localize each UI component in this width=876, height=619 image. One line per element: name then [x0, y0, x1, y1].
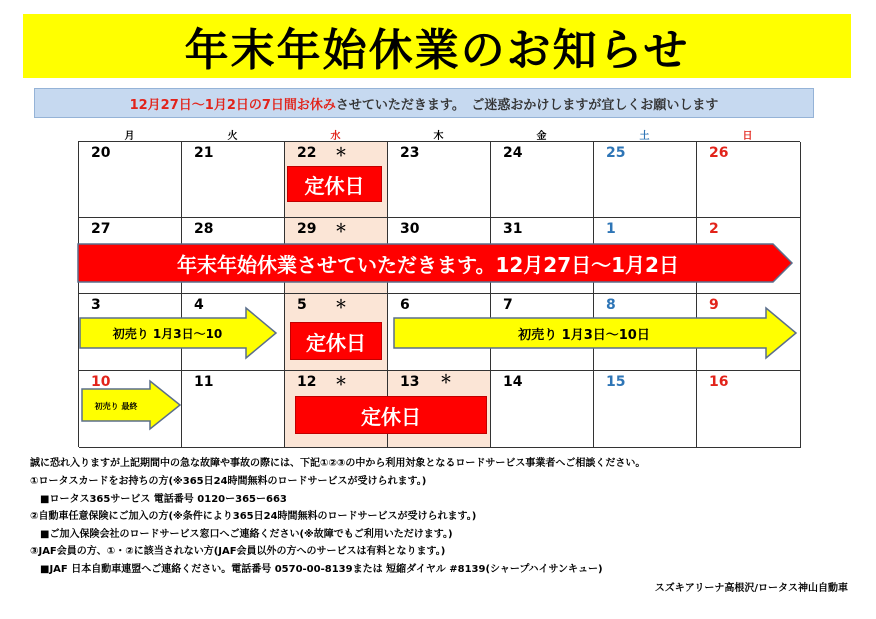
calendar-day-cell — [594, 142, 697, 218]
footer-line: ■JAF 日本自動車連盟へご連絡ください。電話番号 0570-00-8139または 短縮ダイヤル #8139(シャープハイサンキュー) — [40, 564, 603, 575]
day-number: 1 — [606, 221, 616, 237]
day-number: 28 — [194, 221, 214, 237]
day-number: 8 — [606, 297, 616, 313]
day-number: 15 — [606, 374, 626, 390]
closed-day-label: 定休日 — [287, 166, 382, 202]
footer-line: ②自動車任意保険にご加入の方(※条件により365日24時間無料のロードサービスが受けられます。) — [30, 511, 477, 522]
notice-text: させていただきます。 ご迷惑おかけしますが宜しくお願いします — [335, 97, 719, 113]
holiday-banner-text: 年末年始休業させていただきます。12月27日～1月2日 — [177, 252, 679, 277]
day-number: 30 — [400, 221, 420, 237]
day-number: 31 — [503, 221, 523, 237]
closed-day-mark: ＊ — [335, 374, 348, 388]
day-number: 3 — [91, 297, 101, 313]
closed-day-label: 定休日 — [295, 396, 487, 434]
day-number: 16 — [709, 374, 729, 390]
day-number: 21 — [194, 145, 214, 161]
calendar-day-cell — [697, 142, 801, 218]
day-number: 9 — [709, 297, 719, 313]
day-number: 14 — [503, 374, 523, 390]
weekday-wed: 水 — [330, 131, 341, 142]
day-number: 27 — [91, 221, 111, 237]
day-number: 25 — [606, 145, 626, 161]
notice-red-text: 12月27日～1月2日の7日間お休み — [129, 97, 336, 113]
calendar-day-cell — [491, 371, 594, 448]
weekday-mon: 月 — [124, 131, 135, 142]
calendar-day-cell — [697, 371, 801, 448]
calendar-day-cell — [388, 142, 491, 218]
first-sale-text-right: 初売り 1月3日～10日 — [518, 327, 650, 343]
day-number: 6 — [400, 297, 410, 313]
day-number: 7 — [503, 297, 513, 313]
closed-day-mark: ＊ — [440, 372, 453, 386]
calendar-day-cell — [491, 142, 594, 218]
day-number: 13 — [400, 374, 420, 390]
weekday-fri: 金 — [536, 131, 547, 142]
day-number: 2 — [709, 221, 719, 237]
day-number: 10 — [91, 374, 111, 390]
footer-line: ■ご加入保険会社のロードサービス窓口へご連絡ください(※故障でもご利用いただけます。) — [40, 529, 453, 540]
day-number: 29 — [297, 221, 317, 237]
day-number: 20 — [91, 145, 111, 161]
day-number: 22 — [297, 145, 317, 161]
footer-line: 誠に恐れ入りますが上記期間中の急な故障や事故の際には、下記①②③の中から利用対象となるロードサービス事業者へご相談ください。 — [30, 458, 646, 469]
weekday-thu: 木 — [433, 131, 444, 142]
footer-line: ③JAF会員の方、①・②に該当されない方(JAF会員以外の方へのサービスは有料となります。) — [30, 546, 446, 557]
day-number: 26 — [709, 145, 729, 161]
weekday-sun: 日 — [742, 131, 753, 142]
day-number: 24 — [503, 145, 523, 161]
calendar-day-cell — [594, 371, 697, 448]
notice-banner — [34, 88, 814, 118]
calendar-day-cell — [79, 142, 182, 218]
first-sale-text-left: 初売り 1月3日～10 — [112, 326, 223, 341]
page-title: 年末年始休業のお知らせ — [23, 14, 851, 78]
day-number: 23 — [400, 145, 420, 161]
footer-line: ■ロータス365サービス 電話番号 0120ー365ー663 — [40, 494, 287, 505]
calendar-day-cell — [182, 142, 285, 218]
day-number: 4 — [194, 297, 204, 313]
closed-day-mark: ＊ — [335, 221, 348, 235]
first-sale-end-text: 初売り 最終 — [94, 401, 138, 411]
day-number: 5 — [297, 297, 307, 313]
closed-day-mark: ＊ — [335, 145, 348, 159]
closed-day-label: 定休日 — [290, 322, 382, 360]
signature: スズキアリーナ高根沢/ロータス神山自動車 — [654, 583, 848, 594]
day-number: 12 — [297, 374, 317, 390]
calendar-day-cell — [182, 371, 285, 448]
day-number: 11 — [194, 374, 214, 390]
weekday-tue: 火 — [227, 131, 238, 142]
footer-line: ①ロータスカードをお持ちの方(※365日24時間無料のロードサービスが受けられます。) — [30, 476, 427, 487]
closed-day-mark: ＊ — [335, 297, 348, 311]
weekday-sat: 土 — [639, 131, 650, 142]
